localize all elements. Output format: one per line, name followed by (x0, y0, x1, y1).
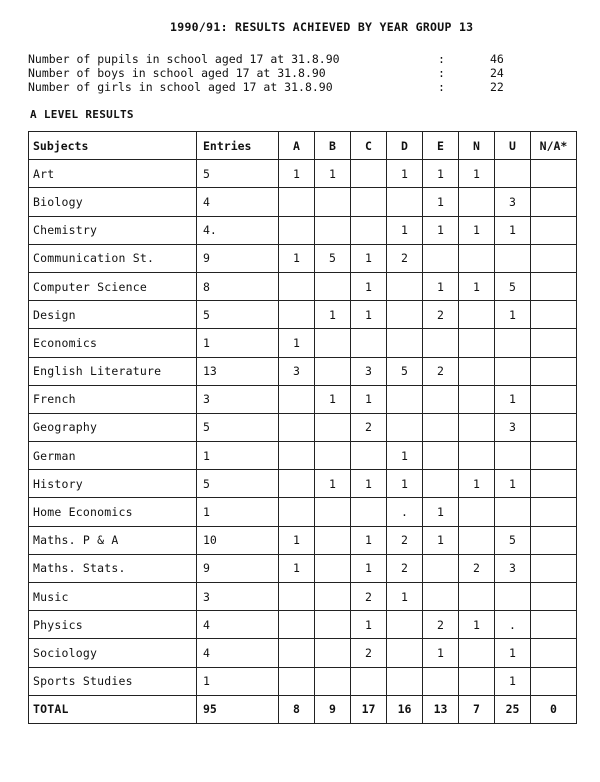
grade-a-cell (279, 470, 315, 498)
grade-e-cell (423, 442, 459, 470)
grade-b-cell (315, 188, 351, 216)
grade-b-cell: 1 (315, 301, 351, 329)
stat-value: 22 (490, 80, 504, 94)
grade-b-cell: 1 (315, 160, 351, 188)
stat-colon: : (438, 80, 445, 94)
subject-cell: German (29, 442, 197, 470)
entries-cell: 4. (197, 216, 279, 244)
grade-c-cell: 1 (351, 470, 387, 498)
grade-e-cell (423, 470, 459, 498)
grade-not-available-cell: 0 (531, 695, 577, 723)
grade-a-cell (279, 583, 315, 611)
grade-d-cell (387, 188, 423, 216)
table-row (29, 244, 577, 272)
grade-n-cell (459, 385, 495, 413)
column-header-grade-u: U (495, 132, 531, 160)
entries-cell: 4 (197, 639, 279, 667)
grade-not-available-cell (531, 583, 577, 611)
grade-d-cell: 1 (387, 442, 423, 470)
grade-u-cell: 3 (495, 413, 531, 441)
grade-u-cell (495, 357, 531, 385)
grade-d-cell (387, 329, 423, 357)
grade-u-cell: 1 (495, 470, 531, 498)
table-row (29, 385, 577, 413)
subject-cell: Communication St. (29, 244, 197, 272)
grade-b-cell (315, 442, 351, 470)
stat-label: Number of pupils in school aged 17 at 31.8.90 (28, 52, 340, 66)
subject-cell: Chemistry (29, 216, 197, 244)
grade-d-cell (387, 301, 423, 329)
grade-b-cell: 9 (315, 695, 351, 723)
grade-c-cell: 1 (351, 301, 387, 329)
grade-n-cell: 1 (459, 611, 495, 639)
table-row (29, 442, 577, 470)
table-row (29, 329, 577, 357)
table-row (29, 160, 577, 188)
grade-u-cell: 1 (495, 301, 531, 329)
grade-b-cell (315, 611, 351, 639)
grade-e-cell: 1 (423, 160, 459, 188)
grade-c-cell: 1 (351, 385, 387, 413)
subject-cell: Sports Studies (29, 667, 197, 695)
grade-e-cell (423, 413, 459, 441)
grade-d-cell: 1 (387, 216, 423, 244)
grade-e-cell (423, 385, 459, 413)
grade-u-cell (495, 442, 531, 470)
grade-d-cell (387, 667, 423, 695)
entries-cell: 9 (197, 244, 279, 272)
table-row (29, 498, 577, 526)
grade-a-cell (279, 301, 315, 329)
grade-d-cell (387, 611, 423, 639)
grade-n-cell: 2 (459, 554, 495, 582)
grade-u-cell: . (495, 611, 531, 639)
grade-u-cell: 3 (495, 188, 531, 216)
grade-b-cell (315, 498, 351, 526)
stat-row-girls (28, 80, 530, 94)
grade-n-cell (459, 357, 495, 385)
grade-n-cell (459, 188, 495, 216)
entries-cell: 1 (197, 667, 279, 695)
grade-c-cell: 2 (351, 639, 387, 667)
grade-u-cell: 1 (495, 385, 531, 413)
grade-a-cell (279, 188, 315, 216)
grade-not-available-cell (531, 188, 577, 216)
entries-cell: 4 (197, 188, 279, 216)
grade-not-available-cell (531, 272, 577, 300)
subject-cell: Art (29, 160, 197, 188)
grade-u-cell: 1 (495, 639, 531, 667)
grade-c-cell (351, 216, 387, 244)
table-row (29, 301, 577, 329)
grade-a-cell (279, 385, 315, 413)
grade-not-available-cell (531, 216, 577, 244)
subject-cell: Geography (29, 413, 197, 441)
grade-c-cell: 17 (351, 695, 387, 723)
grade-u-cell (495, 160, 531, 188)
grade-a-cell: 1 (279, 244, 315, 272)
subject-cell: Maths. Stats. (29, 554, 197, 582)
entries-cell: 5 (197, 470, 279, 498)
grade-d-cell: 16 (387, 695, 423, 723)
grade-d-cell: 1 (387, 470, 423, 498)
entries-cell: 3 (197, 583, 279, 611)
entries-cell: 10 (197, 526, 279, 554)
column-header-grade-c: C (351, 132, 387, 160)
grade-n-cell: 1 (459, 272, 495, 300)
grade-a-cell: 1 (279, 329, 315, 357)
grade-not-available-cell (531, 385, 577, 413)
grade-e-cell: 2 (423, 611, 459, 639)
grade-e-cell: 1 (423, 498, 459, 526)
entries-cell: 1 (197, 498, 279, 526)
subject-cell: Computer Science (29, 272, 197, 300)
grade-b-cell (315, 554, 351, 582)
grade-a-cell (279, 216, 315, 244)
table-row (29, 188, 577, 216)
subject-cell: French (29, 385, 197, 413)
column-header-not-available: N/A* (531, 132, 577, 160)
stat-value: 46 (490, 52, 504, 66)
entries-cell: 5 (197, 413, 279, 441)
table-row (29, 470, 577, 498)
grade-not-available-cell (531, 442, 577, 470)
grade-d-cell (387, 385, 423, 413)
subject-cell: Music (29, 583, 197, 611)
grade-c-cell (351, 498, 387, 526)
grade-u-cell: 5 (495, 526, 531, 554)
table-row (29, 583, 577, 611)
grade-c-cell (351, 442, 387, 470)
grade-d-cell: 1 (387, 160, 423, 188)
grade-c-cell: 1 (351, 272, 387, 300)
subject-cell: English Literature (29, 357, 197, 385)
grade-c-cell: 1 (351, 526, 387, 554)
results-table (28, 131, 577, 724)
grade-e-cell: 2 (423, 301, 459, 329)
grade-a-cell: 3 (279, 357, 315, 385)
grade-b-cell (315, 667, 351, 695)
grade-u-cell (495, 583, 531, 611)
grade-not-available-cell (531, 639, 577, 667)
table-row (29, 639, 577, 667)
grade-c-cell: 3 (351, 357, 387, 385)
grade-a-cell: 1 (279, 160, 315, 188)
grade-d-cell: 2 (387, 526, 423, 554)
document-title: 1990/91: RESULTS ACHIEVED BY YEAR GROUP 13 (170, 20, 474, 34)
grade-n-cell (459, 498, 495, 526)
grade-not-available-cell (531, 526, 577, 554)
grade-d-cell: . (387, 498, 423, 526)
grade-not-available-cell (531, 301, 577, 329)
grade-a-cell (279, 413, 315, 441)
grade-n-cell: 1 (459, 160, 495, 188)
grade-e-cell (423, 554, 459, 582)
grade-b-cell (315, 357, 351, 385)
grade-b-cell (315, 639, 351, 667)
grade-u-cell: 1 (495, 667, 531, 695)
column-header-grade-d: D (387, 132, 423, 160)
grade-n-cell: 7 (459, 695, 495, 723)
grade-n-cell (459, 244, 495, 272)
grade-u-cell: 25 (495, 695, 531, 723)
grade-not-available-cell (531, 160, 577, 188)
grade-d-cell (387, 413, 423, 441)
grade-not-available-cell (531, 413, 577, 441)
grade-c-cell (351, 188, 387, 216)
grade-d-cell: 1 (387, 583, 423, 611)
table-row (29, 216, 577, 244)
grade-n-cell (459, 301, 495, 329)
grade-e-cell: 1 (423, 526, 459, 554)
grade-b-cell (315, 216, 351, 244)
entries-cell: 5 (197, 301, 279, 329)
subject-cell: Physics (29, 611, 197, 639)
grade-not-available-cell (531, 329, 577, 357)
grade-b-cell: 1 (315, 470, 351, 498)
grade-not-available-cell (531, 470, 577, 498)
grade-not-available-cell (531, 667, 577, 695)
grade-n-cell: 1 (459, 470, 495, 498)
stat-label: Number of girls in school aged 17 at 31.8.90 (28, 80, 333, 94)
grade-a-cell (279, 498, 315, 526)
grade-b-cell (315, 329, 351, 357)
grade-d-cell (387, 639, 423, 667)
grade-n-cell: 1 (459, 216, 495, 244)
results-body (29, 160, 577, 724)
pupil-statistics (28, 52, 530, 94)
grade-not-available-cell (531, 357, 577, 385)
grade-u-cell: 5 (495, 272, 531, 300)
table-row (29, 413, 577, 441)
entries-cell: 5 (197, 160, 279, 188)
entries-cell: 1 (197, 442, 279, 470)
grade-a-cell (279, 611, 315, 639)
grade-d-cell: 2 (387, 244, 423, 272)
section-heading: A LEVEL RESULTS (30, 108, 134, 121)
grade-a-cell (279, 442, 315, 470)
grade-n-cell (459, 526, 495, 554)
grade-c-cell (351, 160, 387, 188)
column-header-subjects: Subjects (29, 132, 197, 160)
entries-cell: 8 (197, 272, 279, 300)
column-header-grade-b: B (315, 132, 351, 160)
grade-n-cell (459, 583, 495, 611)
entries-cell: 3 (197, 385, 279, 413)
column-header-grade-n: N (459, 132, 495, 160)
grade-b-cell (315, 413, 351, 441)
column-header-entries: Entries (197, 132, 279, 160)
table-row (29, 357, 577, 385)
grade-n-cell (459, 329, 495, 357)
grade-c-cell (351, 329, 387, 357)
grade-e-cell (423, 667, 459, 695)
grade-a-cell (279, 667, 315, 695)
total-row (29, 695, 577, 723)
grade-e-cell: 2 (423, 357, 459, 385)
table-row (29, 526, 577, 554)
entries-cell: 9 (197, 554, 279, 582)
subject-cell: Design (29, 301, 197, 329)
grade-b-cell (315, 272, 351, 300)
grade-b-cell: 1 (315, 385, 351, 413)
grade-c-cell: 1 (351, 554, 387, 582)
grade-u-cell (495, 329, 531, 357)
grade-e-cell: 1 (423, 639, 459, 667)
grade-e-cell: 1 (423, 216, 459, 244)
stat-label: Number of boys in school aged 17 at 31.8.90 (28, 66, 326, 80)
table-row (29, 611, 577, 639)
stat-colon: : (438, 66, 445, 80)
column-header-grade-a: A (279, 132, 315, 160)
grade-e-cell: 1 (423, 188, 459, 216)
grade-c-cell: 2 (351, 413, 387, 441)
grade-a-cell: 1 (279, 526, 315, 554)
grade-u-cell: 3 (495, 554, 531, 582)
grade-not-available-cell (531, 244, 577, 272)
table-header-row (29, 132, 577, 160)
grade-c-cell: 2 (351, 583, 387, 611)
grade-not-available-cell (531, 498, 577, 526)
stat-row-pupils (28, 52, 530, 66)
entries-cell: 4 (197, 611, 279, 639)
subject-cell: Economics (29, 329, 197, 357)
subject-cell: Maths. P & A (29, 526, 197, 554)
entries-cell: 95 (197, 695, 279, 723)
subject-cell: Biology (29, 188, 197, 216)
stat-value: 24 (490, 66, 504, 80)
grade-n-cell (459, 639, 495, 667)
subject-cell: Home Economics (29, 498, 197, 526)
grade-e-cell (423, 583, 459, 611)
grade-d-cell: 2 (387, 554, 423, 582)
grade-d-cell: 5 (387, 357, 423, 385)
subject-cell: Sociology (29, 639, 197, 667)
grade-e-cell: 13 (423, 695, 459, 723)
entries-cell: 13 (197, 357, 279, 385)
column-header-grade-e: E (423, 132, 459, 160)
grade-b-cell: 5 (315, 244, 351, 272)
grade-b-cell (315, 583, 351, 611)
grade-a-cell (279, 272, 315, 300)
grade-a-cell: 1 (279, 554, 315, 582)
grade-a-cell (279, 639, 315, 667)
grade-b-cell (315, 526, 351, 554)
grade-c-cell (351, 667, 387, 695)
grade-n-cell (459, 413, 495, 441)
grade-u-cell: 1 (495, 216, 531, 244)
grade-u-cell (495, 244, 531, 272)
subject-cell: History (29, 470, 197, 498)
grade-n-cell (459, 442, 495, 470)
grade-n-cell (459, 667, 495, 695)
table-row (29, 667, 577, 695)
grade-not-available-cell (531, 611, 577, 639)
table-row (29, 554, 577, 582)
total-label: TOTAL (29, 695, 197, 723)
grade-u-cell (495, 498, 531, 526)
stat-colon: : (438, 52, 445, 66)
grade-c-cell: 1 (351, 244, 387, 272)
stat-row-boys (28, 66, 530, 80)
entries-cell: 1 (197, 329, 279, 357)
table-row (29, 272, 577, 300)
grade-d-cell (387, 272, 423, 300)
grade-e-cell (423, 329, 459, 357)
grade-a-cell: 8 (279, 695, 315, 723)
grade-c-cell: 1 (351, 611, 387, 639)
grade-e-cell (423, 244, 459, 272)
grade-not-available-cell (531, 554, 577, 582)
grade-e-cell: 1 (423, 272, 459, 300)
